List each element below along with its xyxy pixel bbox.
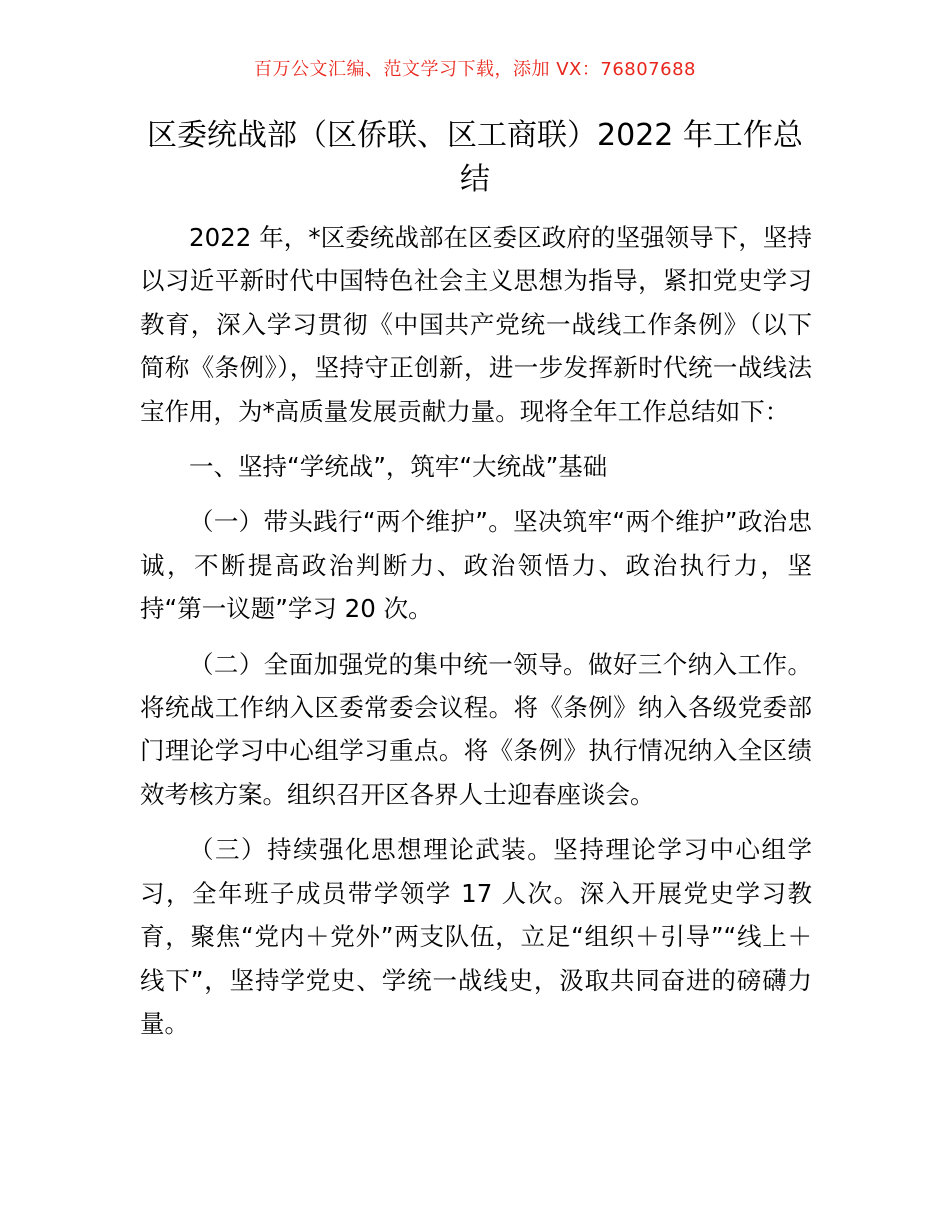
body-paragraph: （二）全面加强党的集中统一领导。做好三个纳入工作。将统战工作纳入区委常委会议程。将《条例》纳入各级党委部门理论学习中心组学习重点。将《条例》执行情况纳入全区绩效考核方案。组织召开区各界人士迎春座谈会。	[140, 649, 812, 809]
watermark-text: 百万公文汇编、范文学习下载，添加 VX：76807688	[254, 59, 696, 80]
intro-paragraph: 2022 年，*区委统战部在区委区政府的坚强领导下，坚持以习近平新时代中国特色社会主义思想为指导，紧扣党史学习教育，深入学习贯彻《中国共产党统一战线工作条例》（以下简称《条例》），坚持守正创新，进一步发挥新时代统一战线法宝作用，为*高质量发展贡献力量。现将全年工作总结如下：	[140, 223, 812, 426]
section-heading: 一、坚持“学统战”，筑牢“大统战”基础	[189, 452, 608, 482]
body-paragraph: （三）持续强化思想理论武装。坚持理论学习中心组学习，全年班子成员带学领学 17 人次。深入开展党史学习教育，聚焦“党内＋党外”两支队伍，立足“组织＋引导”“线上＋线下”，坚持学党史、学统一战线史，汲取共同奋进的磅礴力量。	[140, 835, 812, 1038]
body-paragraph: （一）带头践行“两个维护”。坚决筑牢“两个维护”政治忠诚，不断提高政治判断力、政治领悟力、政治执行力，坚持“第一议题”学习 20 次。	[140, 507, 812, 624]
document-body	[140, 216, 812, 1045]
document-title: 区委统战部（区侨联、区工商联）2022 年工作总结	[147, 118, 803, 197]
